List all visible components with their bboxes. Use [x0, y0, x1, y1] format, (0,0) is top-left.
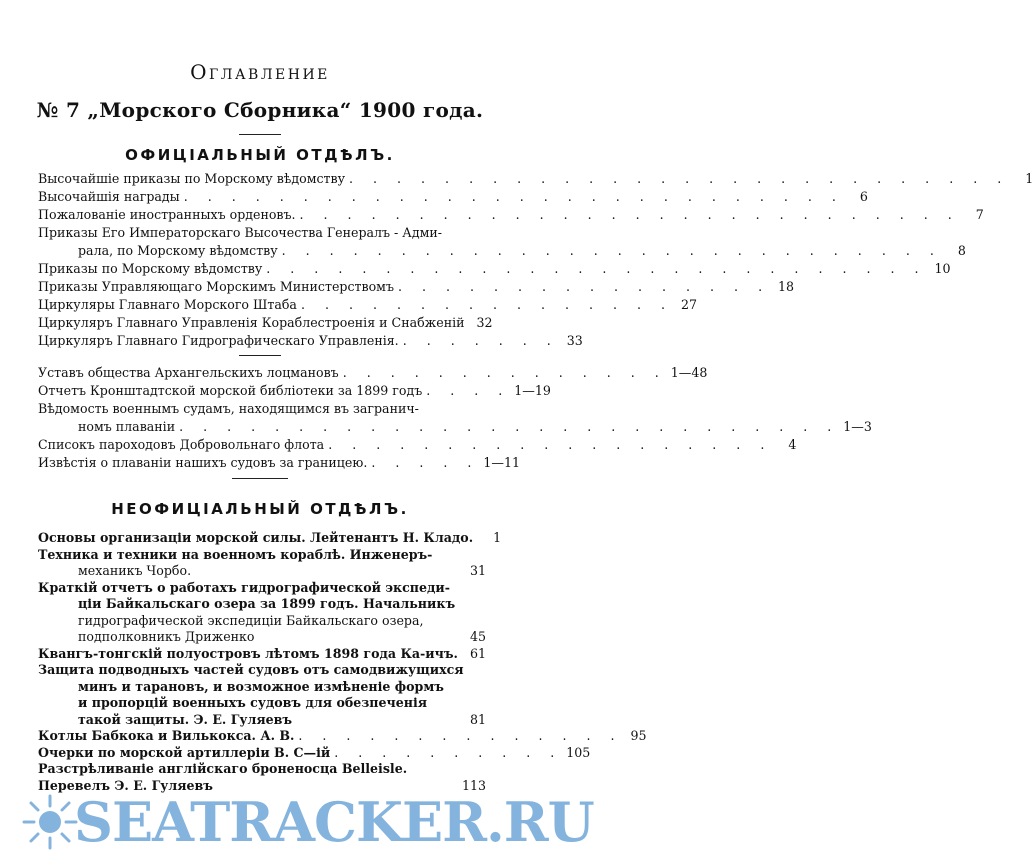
toc-entry-page: 1—48	[670, 365, 708, 380]
toc-entry	[38, 728, 647, 745]
toc-entry	[38, 296, 698, 314]
toc-entry-page: 61	[469, 645, 486, 661]
toc-entry-title: Пожалованіе иностранныхъ орденовъ.	[38, 207, 296, 222]
toc-entry-page: 33	[566, 333, 583, 348]
toc-entry-continuation: номъ плаваніи	[78, 419, 176, 434]
section-divider	[232, 478, 288, 479]
toc-entry-title: Циркуляры Главнаго Морского Штаба	[38, 297, 297, 312]
toc-entry	[38, 662, 486, 728]
leader-dots: . . . . . . . . . . . . . .	[298, 728, 623, 743]
toc-entry-continuation: гидрографической экспедиціи Байкальскаго озера,	[78, 612, 424, 628]
toc-entry-continuation: механикъ Чорбо.	[78, 563, 192, 578]
toc-entry-title: Приказы Его Императорскаго Высочества Генералъ - Адми-	[38, 225, 443, 240]
leader-dots: . . . . . . . . . . . . . . . .	[397, 279, 771, 294]
toc-entry	[38, 332, 583, 350]
sun-logo-icon	[22, 794, 78, 850]
toc-entry-title: Очерки по морской артиллеріи В. С—ій	[38, 744, 331, 760]
toc-entry-title: Извѣстія о плаваніи нашихъ судовъ за границею.	[38, 455, 368, 470]
leader-dots: . . . .	[426, 383, 511, 398]
leader-dots: . . . . . . . . . . . . . . . . . . .	[328, 437, 773, 452]
toc-entry	[38, 170, 1033, 188]
toc-entry-page: 8	[957, 243, 966, 258]
toc-entry	[38, 400, 872, 436]
toc-entry-continuation: рала, по Морскому вѣдомству	[78, 243, 278, 258]
toc-entry-title: Квангъ-тонгскій полуостровъ лѣтомъ 1898 года Ка-ичъ.	[38, 645, 458, 661]
toc-entry-title: Вѣдомость военнымъ судамъ, находящимся въ загранич-	[38, 401, 419, 416]
toc-entry-page: 7	[975, 207, 984, 222]
toc-entry	[38, 224, 966, 260]
leader-dots: . . . . . . . . . . . . . . . . . . . . . . . . . . . .	[179, 419, 840, 434]
leader-dots: . . . . . . . . . . . . . .	[342, 365, 667, 380]
toc-entry	[38, 278, 795, 296]
toc-entry	[38, 547, 486, 580]
toc-entry-page: 10	[934, 261, 951, 276]
toc-entry	[38, 744, 591, 762]
toc-entry	[38, 530, 502, 547]
toc-entry-page: 18	[778, 279, 795, 294]
toc-entry-title: Котлы Бабкока и Вилькокса. А. В.	[38, 728, 295, 743]
toc-entry-page: 1	[1025, 171, 1033, 186]
toc-entry	[38, 188, 868, 206]
contents-title: Оглавление	[190, 60, 330, 84]
toc-entry-continuation: минъ и тарановъ, и возможное измѣненіе формъ	[78, 678, 444, 694]
toc-entry	[38, 646, 486, 663]
toc-entry-title: Защита подводныхъ частей судовъ отъ самодвижущихся	[38, 662, 464, 677]
toc-entry-title: Основы организаціи морской силы. Лейтенантъ Н. Кладо.	[38, 530, 474, 545]
toc-entry-title: Высочайшіе приказы по Морскому вѣдомству	[38, 171, 346, 186]
watermark	[18, 790, 594, 854]
toc-entry-page: 4	[788, 437, 797, 452]
toc-entry	[38, 454, 520, 472]
toc-entry	[38, 382, 551, 400]
toc-entry-page: 1—3	[843, 419, 872, 434]
toc-entry-title: Отчетъ Кронштадтской морской библіотеки за 1899 годъ	[38, 383, 423, 398]
toc-entry-page: 31	[469, 563, 486, 578]
leader-dots: . . . . .	[371, 455, 480, 470]
toc-entry-page: 1	[493, 530, 502, 545]
official-list-2	[38, 364, 872, 472]
toc-entry-page: 32	[476, 315, 493, 330]
toc-entry-page: 1—19	[514, 383, 551, 398]
leader-dots: . . . . . . .	[402, 333, 559, 348]
leader-dots: . . . . . . . . . . . . . . . .	[300, 297, 674, 312]
toc-entry-page: 113	[461, 777, 486, 793]
watermark-text: SEATRACKER.RU	[74, 790, 594, 854]
toc-entry-title: Списокъ пароходовъ Добровольнаго флота	[38, 437, 325, 452]
toc-entry	[38, 580, 486, 646]
toc-entry-title: Приказы по Морскому вѣдомству	[38, 261, 263, 276]
toc-entry-title: Техника и техники на военномъ кораблѣ. Инженеръ-	[38, 546, 433, 562]
leader-dots: . . . . . . . . . . . . . . . . . . . . . . . . . . . .	[299, 207, 960, 222]
leader-dots: . . . . . . . . . . . . . . . . . . . . . . . . . . . .	[266, 261, 927, 276]
unofficial-section-heading: НЕОФИЦІАЛЬНЫЙ ОТДѢЛЪ.	[111, 500, 409, 518]
toc-entry	[38, 260, 951, 278]
unofficial-list	[38, 530, 647, 794]
toc-entry	[38, 436, 797, 454]
toc-entry-title: Уставъ общества Архангельскихъ лоцмановъ	[38, 365, 339, 380]
toc-entry-title: Краткій отчетъ о работахъ гидрографической экспеди-	[38, 579, 450, 595]
toc-entry	[38, 206, 984, 224]
toc-entry-page: 45	[469, 629, 486, 644]
toc-entry	[38, 364, 708, 382]
toc-entry-continuation: и пропорцій военныхъ судовъ для обезпеченія	[78, 695, 428, 710]
toc-entry	[38, 314, 493, 332]
toc-entry-continuation: такой защиты. Э. Е. Гуляевъ	[78, 711, 293, 727]
toc-entry-continuation: ціи Байкальскаго озера за 1899 годъ. Начальникъ	[78, 596, 456, 611]
leader-dots: . . . . . . . . . . . . . . . . . . . . . . . . . . . .	[183, 189, 844, 204]
leader-dots: . . . . . . . . . . . . . . . . . . . . . . . . . . . .	[281, 243, 942, 258]
toc-entry-page: 6	[859, 189, 868, 204]
toc-entry-title: Приказы Управляющаго Морскимъ Министерствомъ	[38, 279, 394, 294]
official-list-1	[38, 170, 1033, 350]
toc-entry-title: Разстрѣливаніе англійскаго броненосца Belleisle. Перевелъ Э. Е. Гуляевъ	[38, 761, 408, 793]
leader-dots: . . . . . . . . . .	[334, 744, 563, 760]
toc-entry-page: 27	[681, 297, 698, 312]
title-divider	[239, 134, 281, 135]
toc-entry-page: 105	[566, 744, 591, 760]
group-divider	[239, 355, 281, 356]
issue-title: № 7 „Морского Сборника“ 1900 года.	[36, 98, 484, 122]
toc-entry-page: 95	[630, 728, 647, 743]
official-section-heading: ОФИЦІАЛЬНЫЙ ОТДѢЛЪ.	[125, 146, 395, 164]
toc-entry-title: Высочайшія награды	[38, 189, 180, 204]
toc-entry-title: Циркуляръ Главнаго Управленія Кораблестроенія и Снабженій	[38, 315, 465, 330]
toc-entry-page: 81	[469, 711, 486, 727]
toc-entry-page: 1—11	[483, 455, 520, 470]
toc-entry-title: Циркуляръ Главнаго Гидрографическаго Управленія.	[38, 333, 399, 348]
leader-dots: . . . . . . . . . . . . . . . . . . . . . . . . . . . .	[349, 171, 1010, 186]
toc-entry-continuation: подполковникъ Дриженко	[78, 629, 255, 644]
